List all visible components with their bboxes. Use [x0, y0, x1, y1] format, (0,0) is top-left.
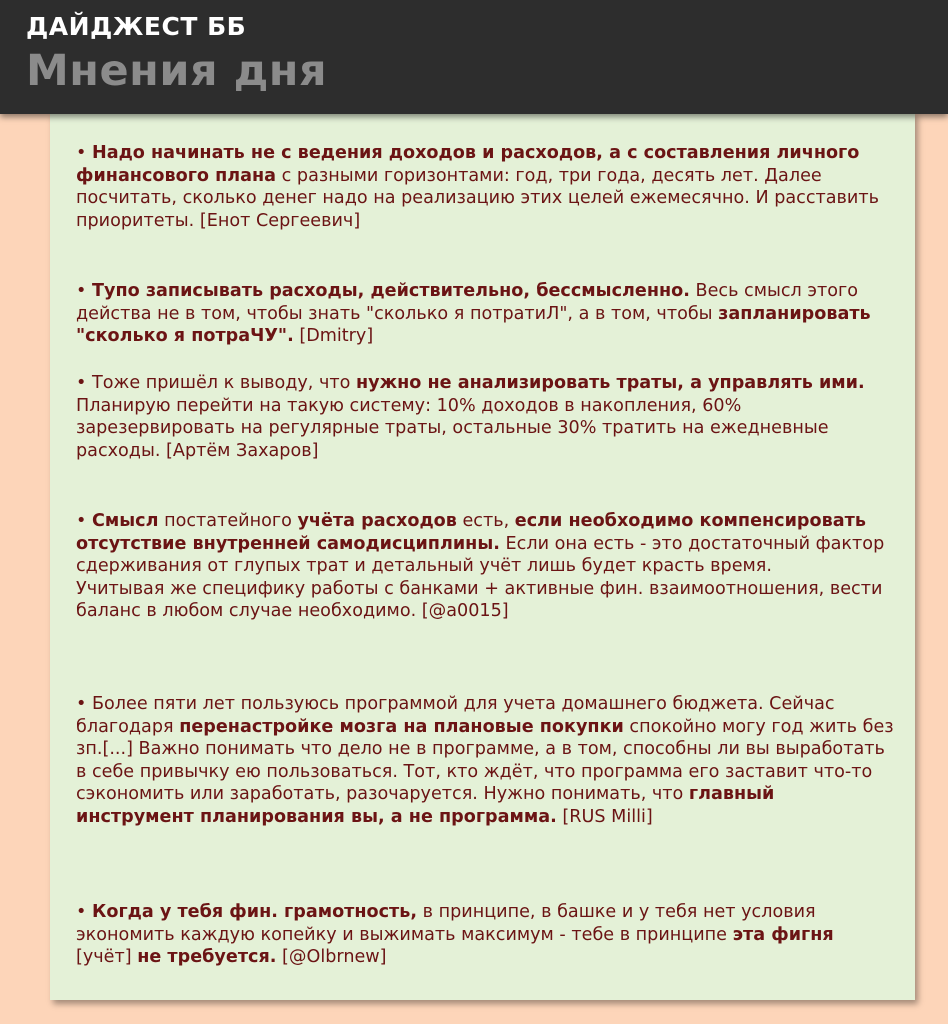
quote-text: есть, [456, 511, 515, 531]
quote-item [76, 901, 894, 969]
page-title: Мнения дня [26, 46, 328, 96]
quote-item [76, 510, 894, 623]
quote-bold-text: Когда у тебя фин. грамотность, [91, 902, 418, 922]
quote-text: [RUS Milli] [556, 806, 653, 827]
quote-text: с разными горизонтами: год, три года, десять лет. Далее посчитать, сколько денег надо на реализацию этих целей ежемесячно. И расставить приоритеты. [Енот Сергеевич] [76, 165, 879, 231]
quote-text: спокойно могу год жить без зп.[...] Важно понимать что дело не в программе, а в том, способны ли вы выработать в себе привычку ею пользоваться. Тот, кто ждёт, что программа его заставит что-то сэкономить или заработать, разочаруется. Нужно понимать, что [76, 716, 894, 804]
quote-item [76, 280, 894, 348]
quote-item [76, 693, 894, 828]
quote-text: постатейного [158, 511, 298, 531]
quote-text: • [76, 902, 92, 922]
quote-text: • [76, 511, 92, 531]
quote-text: [@Olbrnew] [276, 947, 387, 967]
quote-bold-text: если необходимо компенсировать отсутствие внутренней самодисциплины. [76, 511, 866, 554]
quote-text: [учёт] [76, 947, 138, 967]
quotes-panel [50, 112, 915, 1000]
quote-text: Учитывая же специфику работы с банками + активные фин. взаимоотношения, вести баланс в любом случае необходимо. [@a0015] [76, 578, 883, 621]
header-bar [0, 0, 948, 114]
quote-bold-text: Надо начинать не с ведения доходов и расходов, а с составления личного финансового плана [76, 143, 860, 186]
quote-bold-text: учёта расходов [297, 511, 457, 531]
quote-text: • Более пяти лет пользуюсь программой для учета домашнего бюджета. Сейчас благодаря [76, 694, 835, 737]
quote-bold-text: перенастройке мозга на плановые покупки [179, 716, 624, 737]
digest-label: ДАЙДЖЕСТ ББ [26, 12, 247, 41]
quote-text: [Dmitry] [293, 326, 374, 346]
quote-item [76, 142, 894, 232]
quote-text: в принципе, в башке и у тебя нет условия экономить каждую копейку и выжимать максимум - тебе в принципе [76, 902, 816, 945]
quote-bold-text: запланировать "сколько я потраЧУ". [76, 303, 871, 346]
quote-item [76, 372, 894, 462]
quote-text: Если она есть - это достаточный фактор сдерживания от глупых трат и детальный учёт лишь будет красть время. [76, 533, 885, 576]
quote-bold-text: не требуется. [137, 947, 277, 967]
quote-bold-text: эта фигня [732, 924, 834, 945]
quote-text: • [76, 143, 92, 163]
quote-text: Весь смысл этого действа не в том, чтобы знать "сколько я потратиЛ", а в том, чтобы [76, 281, 859, 324]
quote-bold-text: Смысл [91, 511, 159, 531]
quote-bold-text: Тупо записывать расходы, действительно, бессмысленно. [91, 281, 690, 301]
quote-bold-text: главный инструмент планирования вы, а не программа. [76, 784, 775, 827]
quote-text: • [76, 281, 92, 301]
quote-text: • Тоже пришёл к выводу, что [76, 373, 356, 393]
quote-bold-text: нужно не анализировать траты, а управлять ими. [356, 373, 865, 393]
quote-text: Планирую перейти на такую систему: 10% доходов в накопления, 60% зарезервировать на регулярные траты, остальные 30% тратить на ежедневные расходы. [Артём Захаров] [76, 395, 829, 461]
